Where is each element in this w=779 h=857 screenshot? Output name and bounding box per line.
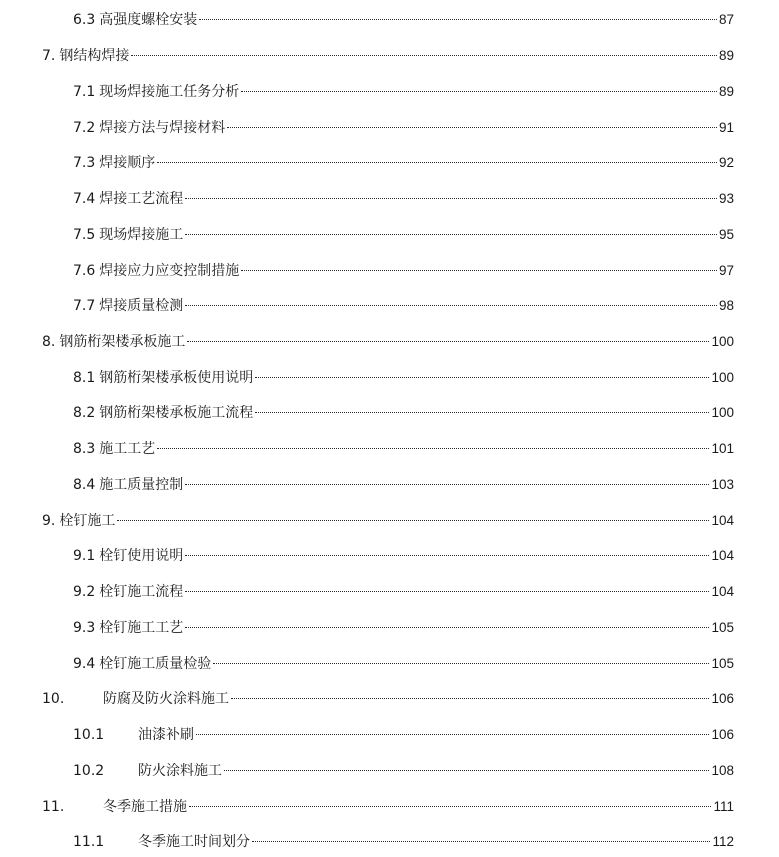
dot-leader — [157, 447, 709, 449]
toc-entry-number: 9. — [42, 513, 56, 529]
dot-leader — [231, 697, 709, 699]
toc-entry-7-5[interactable] — [73, 224, 734, 246]
dot-leader — [224, 769, 709, 771]
toc-entry-number: 7.4 — [73, 191, 96, 207]
toc-entry-page: 91 — [718, 120, 734, 135]
toc-entry-title: 焊接工艺流程 — [99, 191, 184, 207]
toc-entry-page: 103 — [711, 477, 734, 492]
toc-entry-title: 现场焊接施工 — [99, 227, 184, 243]
toc-entry-number: 8. — [42, 334, 56, 350]
toc-entry-title: 防火涂料施工 — [138, 763, 222, 779]
toc-entry-page: 95 — [718, 227, 734, 242]
toc-entry-title: 施工工艺 — [99, 441, 156, 457]
toc-entry-7-6[interactable] — [73, 260, 734, 282]
toc-entry-title: 施工质量控制 — [99, 477, 184, 493]
toc-entry-title: 现场焊接施工任务分析 — [99, 84, 240, 100]
toc-entry-page: 92 — [718, 155, 734, 170]
toc-entry-number: 11.1 — [73, 834, 105, 850]
toc-entry-7-3[interactable] — [73, 152, 734, 174]
toc-entry-number: 8.2 — [73, 405, 96, 421]
toc-entry-number: 11. — [42, 799, 65, 815]
toc-entry-8-1[interactable] — [73, 367, 734, 389]
toc-entry-title: 钢筋桁架楼承板使用说明 — [99, 370, 254, 386]
toc-entry-page: 105 — [711, 620, 734, 635]
toc-entry-10-1[interactable] — [73, 724, 734, 746]
toc-entry-title: 焊接方法与焊接材料 — [99, 120, 226, 136]
toc-entry-9[interactable] — [42, 510, 734, 532]
toc-entry-number: 7.2 — [73, 120, 96, 136]
toc-entry-number: 7.7 — [73, 298, 96, 314]
toc-entry-6-3[interactable] — [73, 9, 734, 31]
toc-entry-number: 7.1 — [73, 84, 96, 100]
toc-entry-page: 98 — [718, 298, 734, 313]
toc-entry-8-4[interactable] — [73, 474, 734, 496]
toc-entry-page: 89 — [718, 48, 734, 63]
toc-entry-page: 106 — [711, 691, 734, 706]
toc-entry-page: 97 — [718, 263, 734, 278]
toc-entry-page: 93 — [718, 191, 734, 206]
toc-entry-number: 7.6 — [73, 263, 96, 279]
dot-leader — [213, 662, 709, 664]
toc-entry-title: 油漆补刷 — [138, 727, 194, 743]
dot-leader — [227, 126, 717, 128]
dot-leader — [185, 197, 717, 199]
toc-entry-number: 9.4 — [73, 656, 96, 672]
toc-entry-title: 防腐及防火涂料施工 — [103, 691, 229, 707]
dot-leader — [241, 90, 717, 92]
toc-entry-9-2[interactable] — [73, 581, 734, 603]
toc-entry-page: 104 — [711, 548, 734, 563]
dot-leader — [187, 340, 709, 342]
toc-entry-9-3[interactable] — [73, 617, 734, 639]
toc-entry-page: 100 — [711, 334, 734, 349]
toc-entry-number: 8.4 — [73, 477, 96, 493]
toc-entry-number: 8.3 — [73, 441, 96, 457]
toc-entry-7-2[interactable] — [73, 117, 734, 139]
dot-leader — [117, 519, 709, 521]
dot-leader — [185, 304, 717, 306]
toc-entry-number: 8.1 — [73, 370, 96, 386]
toc-entry-title: 焊接质量检测 — [99, 298, 184, 314]
toc-entry-title: 冬季施工时间划分 — [138, 834, 250, 850]
toc-entry-page: 104 — [711, 513, 734, 528]
toc-entry-title: 冬季施工措施 — [103, 799, 187, 815]
toc-entry-9-1[interactable] — [73, 545, 734, 567]
dot-leader — [157, 161, 717, 163]
toc-entry-title: 焊接应力应变控制措施 — [99, 263, 240, 279]
toc-entry-number: 10.1 — [73, 727, 105, 743]
toc-entry-7-7[interactable] — [73, 295, 734, 317]
dot-leader — [255, 411, 709, 413]
toc-entry-title: 焊接顺序 — [99, 155, 156, 171]
toc-entry-page: 100 — [711, 370, 734, 385]
toc-entry-number: 7.5 — [73, 227, 96, 243]
toc-entry-page: 89 — [718, 84, 734, 99]
toc-entry-page: 105 — [711, 656, 734, 671]
toc-entry-number: 6.3 — [73, 12, 96, 28]
toc-entry-page: 104 — [711, 584, 734, 599]
toc-entry-title: 栓钉使用说明 — [99, 548, 184, 564]
toc-entry-page: 106 — [711, 727, 734, 742]
dot-leader — [241, 269, 717, 271]
toc-entry-title: 栓钉施工流程 — [99, 584, 184, 600]
toc-entry-page: 111 — [713, 799, 734, 814]
toc-entry-number: 9.1 — [73, 548, 96, 564]
toc-entry-page: 101 — [711, 441, 734, 456]
toc-entry-number: 10.2 — [73, 763, 105, 779]
dot-leader — [185, 626, 709, 628]
toc-entry-title: 栓钉施工 — [59, 513, 116, 529]
toc-entry-number: 10. — [42, 691, 65, 707]
toc-entry-title: 栓钉施工质量检验 — [99, 656, 212, 672]
toc-entry-page: 87 — [718, 12, 734, 27]
toc-entry-number: 9.2 — [73, 584, 96, 600]
dot-leader — [131, 54, 717, 56]
toc-entry-8-2[interactable] — [73, 402, 734, 424]
dot-leader — [185, 590, 709, 592]
toc-entry-8-3[interactable] — [73, 438, 734, 460]
toc-entry-7-4[interactable] — [73, 188, 734, 210]
dot-leader — [252, 840, 710, 842]
toc-entry-page: 100 — [711, 405, 734, 420]
toc-entry-page: 112 — [712, 834, 734, 849]
dot-leader — [185, 483, 709, 485]
toc-entry-9-4[interactable] — [73, 653, 734, 675]
toc-entry-title: 高强度螺栓安装 — [99, 12, 198, 28]
toc-entry-number: 9.3 — [73, 620, 96, 636]
dot-leader — [199, 18, 717, 20]
toc-entry-10[interactable] — [42, 688, 734, 710]
toc-entry-10-2[interactable] — [73, 760, 734, 782]
dot-leader — [185, 233, 717, 235]
toc-entry-7[interactable] — [42, 45, 734, 67]
toc-entry-11[interactable] — [42, 796, 734, 818]
dot-leader — [196, 733, 709, 735]
toc-entry-11-1[interactable] — [73, 831, 734, 853]
dot-leader — [189, 805, 711, 807]
dot-leader — [185, 554, 709, 556]
toc-entry-title: 钢筋桁架楼承板施工 — [59, 334, 186, 350]
toc-entry-7-1[interactable] — [73, 81, 734, 103]
toc-entry-title: 钢结构焊接 — [59, 48, 130, 64]
toc-entry-page: 108 — [711, 763, 734, 778]
dot-leader — [255, 376, 709, 378]
toc-entry-8[interactable] — [42, 331, 734, 353]
toc-entry-number: 7. — [42, 48, 56, 64]
toc-entry-title: 钢筋桁架楼承板施工流程 — [99, 405, 254, 421]
toc-entry-number: 7.3 — [73, 155, 96, 171]
toc-entry-title: 栓钉施工工艺 — [99, 620, 184, 636]
